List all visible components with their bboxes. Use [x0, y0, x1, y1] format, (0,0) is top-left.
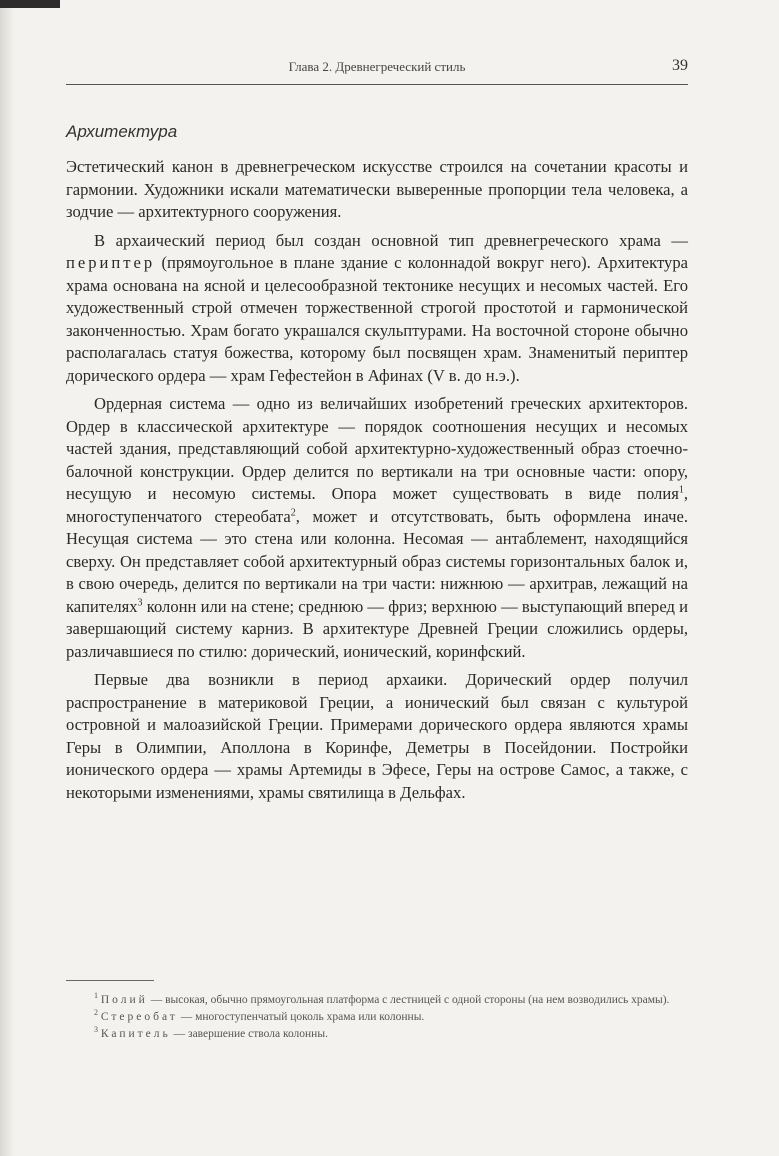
- page-number: 39: [672, 57, 688, 74]
- footnote-ref-1: 1: [678, 484, 684, 496]
- paragraph-3-text-a: Ордерная система — одно из величайших изобретений греческих архитекторов. Ордер в классической архитектуре — порядок соотношения несущих и несомых частей здания, представляющий собой архитектурно-художественный образ стоечно-балочной конструкции. Ордер делится по вертикали на три основные части: опору, несущую и несомую системы. Опора может существовать в виде полия: [66, 394, 688, 503]
- footnote-ref-3: 3: [137, 596, 143, 608]
- footnote-number: 2: [94, 1008, 98, 1018]
- footnotes: [66, 992, 688, 1043]
- footnote-1: [66, 992, 688, 1009]
- body-text: [66, 156, 688, 804]
- paragraph-2-text-a: В архаический период был создан основной тип древнегреческого храма —: [94, 230, 688, 250]
- page-gutter-shadow: [0, 0, 14, 1156]
- running-title: Глава 2. Древнегреческий стиль: [288, 59, 466, 74]
- footnote-2: [66, 1009, 688, 1026]
- footnote-term: Стереобат: [100, 1011, 178, 1023]
- page-corner-mark: [0, 0, 60, 8]
- footnote-term: Капитель: [100, 1028, 171, 1040]
- footnote-divider: [66, 980, 154, 981]
- footnote-term: Полий: [100, 994, 148, 1006]
- footnote-text: — многоступенчатый цоколь храма или колонны.: [177, 1011, 425, 1023]
- paragraph-2: [66, 230, 688, 388]
- paragraph-4: Первые два возникли в период архаики. Дорический ордер получил распространение в материковой Греции, а ионический был связан с культурой островной и малоазийской Греции. Примерами дорического ордера являются храмы Геры в Олимпии, Аполлона в Коринфе, Деметры в Посейдонии. Постройки ионического ордера — храмы Артемиды в Эфесе, Геры на острове Самос, а также, с некоторыми изменениями, храмы святилища в Дельфах.: [66, 670, 688, 802]
- paragraph-1: Эстетический канон в древнегреческом искусстве строился на сочетании красоты и гармонии. Художники искали математически выверенные пропорции тела человека, а зодчие — архитектурного сооружения.: [66, 157, 688, 221]
- footnote-number: 1: [94, 991, 98, 1001]
- footnote-text: — высокая, обычно прямоугольная платформа с лестницей с одной стороны (на нем возводились храмы).: [147, 994, 670, 1006]
- paragraph-3: [66, 393, 688, 663]
- paragraph-3-text-b: , многоступенчатого стереобата: [66, 484, 688, 526]
- paragraph-2-text-b: (прямоугольное в плане здание с колоннадой вокруг него). Архитектура храма основана на ясной и целесообразной тектонике несущих и несомых частей. Его художественный строй отмечен торжественной строгой простотой и гармонической законченностью. Храм богато украшался скульптурами. На восточной стороне обычно располагалась статуя божества, которому был посвящен храм. Знаменитый периптер дорического ордера — храм Гефестейон в Афинах (V в. до н.э.).: [66, 253, 688, 385]
- footnote-ref-2: 2: [290, 506, 296, 518]
- paragraph-3-text-d: колонн или на стене; среднюю — фриз; верхнюю — выступающий вперед и завершающий систему карниз. В архитектуре Древней Греции сложились ордеры, различавшиеся по стилю: дорический, ионический, коринфский.: [66, 596, 688, 661]
- footnote-3: [66, 1026, 688, 1043]
- paragraph-3-text-c: , может и отсутствовать, быть оформлена иначе. Несущая система — это стена или колонна. Несомая — антаблемент, находящийся сверху. Он представляет собой архитектурный образ системы горизонтальных балок и, в свою очередь, делится по вертикали на три части: нижнюю — архитрав, лежащий на капителях: [66, 506, 688, 616]
- footnote-text: — завершение ствола колонны.: [170, 1028, 328, 1040]
- footnote-number: 3: [94, 1025, 98, 1035]
- running-header: [66, 56, 688, 85]
- term-peripter: периптер: [66, 253, 156, 272]
- section-title: Архитектура: [66, 122, 178, 141]
